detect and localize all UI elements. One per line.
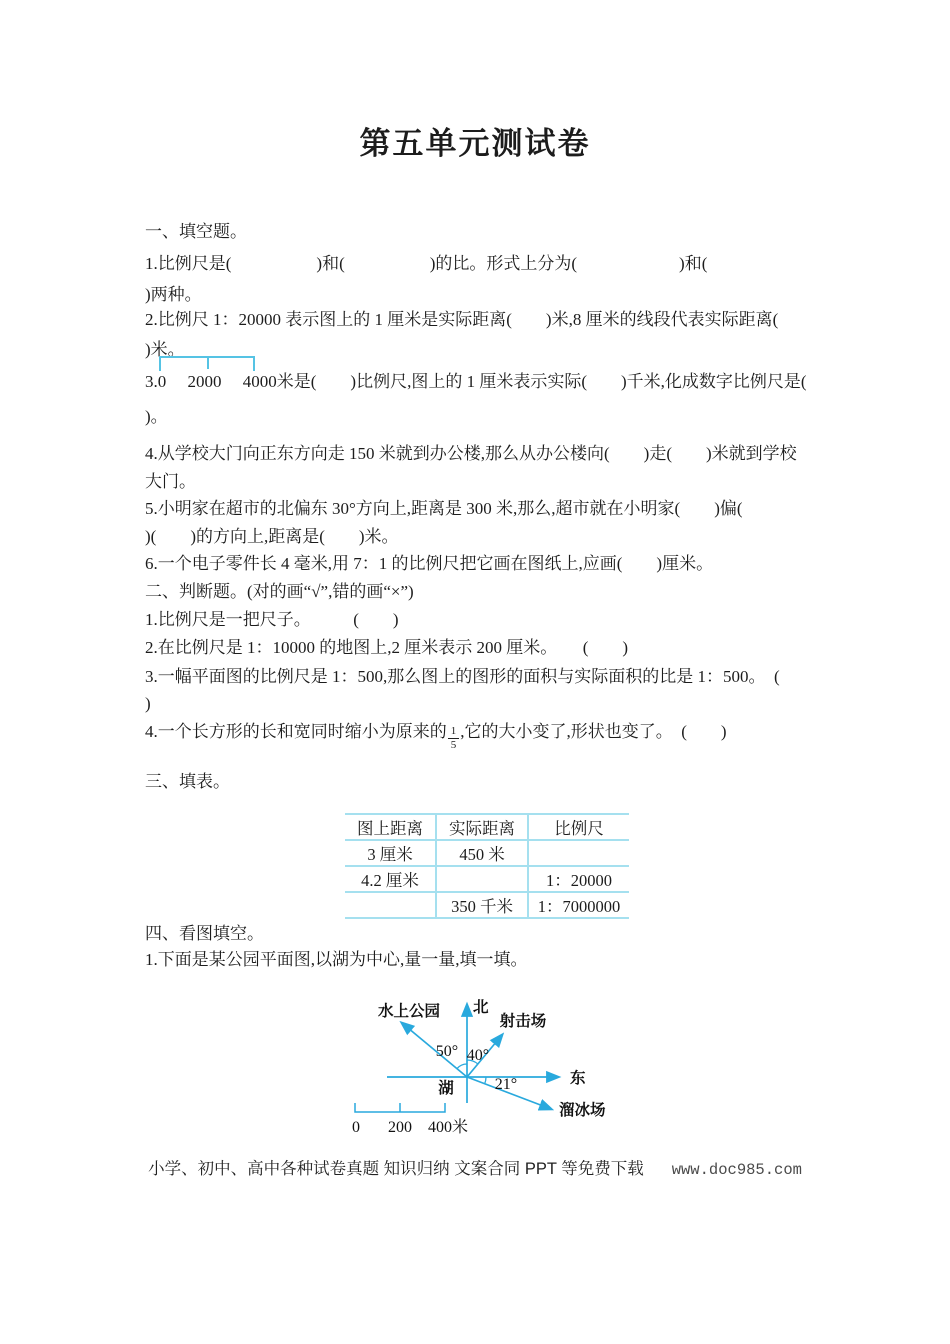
angle-label-21: 21° [494,1076,518,1093]
scale-label-400m: 400米 [427,1119,469,1136]
lake-label: 湖 [438,1080,454,1097]
question-1-line-2: )两种。 [145,285,202,304]
table-cell: 1：20000 [528,866,629,892]
footer-text: 小学、初中、高中各种试卷真题 知识归纳 文案合同 PPT 等免费下载 [148,1160,644,1178]
question-3-line-1 [145,371,845,393]
question-5-line-2: )( )的方向上,距离是( )米。 [145,527,399,546]
question-1-line-1: 1.比例尺是( )和( )的比。形式上分为( )和( [145,254,708,273]
judge-4 [145,721,845,752]
fraction-one-fifth: $\frac{1}{5}$ [448,726,460,751]
skating-rink-label: 溜冰场 [559,1102,606,1119]
table-cell: 4.2 厘米 [345,866,436,892]
table-row [345,892,629,918]
section-4-heading: 四、看图填空。 [145,924,264,943]
east-label: 东 [570,1070,586,1087]
table-row [345,866,629,892]
table-cell [436,866,528,892]
q3-scale-bracket [159,356,255,371]
park-map-diagram [320,986,650,1146]
table-cell: 1：7000000 [528,892,629,918]
footer-url: www.doc985.com [671,1161,802,1179]
table-cell: 350 千米 [436,892,528,918]
judge-4-text-before: 4.一个长方形的长和宽同时缩小为原来的 [145,722,447,741]
angle-label-50: 50° [435,1043,459,1060]
scale-table [345,813,629,919]
question-2-line-1: 2.比例尺 1：20000 表示图上的 1 厘米是实际距离( )米,8 厘米的线段代表实际距离( [145,310,779,329]
question-3-line-2: )。 [145,407,168,426]
table-header-row [345,814,629,840]
table-cell [528,840,629,866]
angle-label-40: 40° [466,1047,490,1064]
question-6: 6.一个电子零件长 4 毫米,用 7：1 的比例尺把它画在图纸上,应画( )厘米。 [145,554,714,573]
angle-arc-21 [485,1077,486,1084]
table-header: 比例尺 [528,814,629,840]
question-2-line-2: )米。 [145,340,185,359]
table-header: 图上距离 [345,814,436,840]
footer [0,1155,950,1179]
table-cell: 450 米 [436,840,528,866]
judge-1: 1.比例尺是一把尺子。 ( ) [145,610,399,629]
question-3-scale-figure [158,371,294,393]
section-3-heading: 三、填表。 [145,772,230,791]
question-5-line-1: 5.小明家在超市的北偏东 30°方向上,距离是 300 米,那么,超市就在小明家( )偏( [145,499,743,518]
q3-scale-labels: 0 2000 4000米 [157,372,294,391]
question-3-text: 是( )比例尺,图上的 1 厘米表示实际( )千米,化成数字比例尺是( [293,372,807,391]
north-label: 北 [473,999,489,1016]
angle-arc-50 [457,1064,467,1069]
section-4-question-1: 1.下面是某公园平面图,以湖为中心,量一量,填一填。 [145,950,528,969]
table-row [345,840,629,866]
question-4-line-2: 大门。 [145,472,196,491]
section-1-heading: 一、填空题。 [145,222,247,241]
section-2-heading: 二、判断题。(对的画“√”,错的画“×”) [145,582,414,601]
judge-4-text-after: ,它的大小变了,形状也变了。 ( ) [460,722,727,741]
shooting-range-label: 射击场 [499,1013,547,1030]
table-cell: 3 厘米 [345,840,436,866]
scale-label-0: 0 [352,1119,360,1136]
judge-2: 2.在比例尺是 1：10000 的地图上,2 厘米表示 200 厘米。 ( ) [145,638,629,657]
table-cell [345,892,436,918]
water-park-label: 水上公园 [377,1003,441,1020]
question-3-number: 3. [145,372,158,391]
page-title: 第五单元测试卷 [359,126,591,161]
judge-3-line-1: 3.一幅平面图的比例尺是 1：500,那么图上的图形的面积与实际面积的比是 1：500。 ( [145,667,780,686]
scale-label-200: 200 [388,1119,412,1136]
map-scale-bar [355,1103,445,1112]
judge-3-line-2: ) [145,694,151,713]
table-header: 实际距离 [436,814,528,840]
question-4-line-1: 4.从学校大门向正东方向走 150 米就到办公楼,那么从办公楼向( )走( )米就到学校 [145,444,797,463]
